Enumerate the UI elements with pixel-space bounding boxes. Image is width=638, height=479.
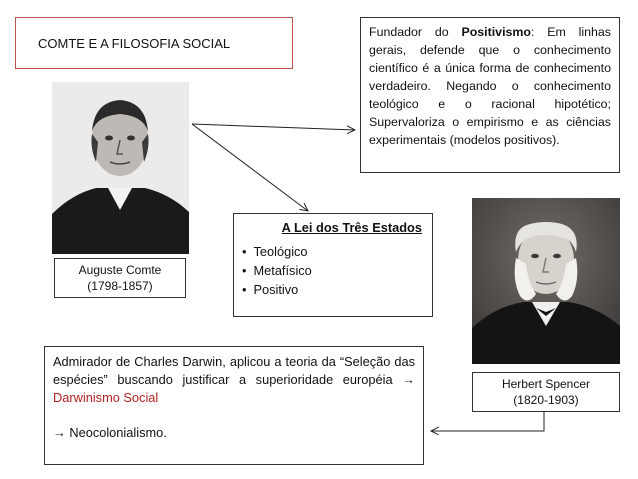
comte-description-rest: : Em linhas gerais, defende que o conhecimento científico é a única forma de conhecimento verdadeiro. Negando o conhecimento teológico e o racional hipotético; Supervaloriza o empirismo e as ciências experimentais (modelos positivos). [369, 25, 611, 147]
spencer-description: Admirador de Charles Darwin, aplicou a teoria da “Seleção das espécies” buscando justificar a superioridade européia → [53, 354, 415, 387]
three-states-title: A Lei dos Três Estados [281, 220, 422, 235]
arrow-to-description [192, 124, 355, 130]
neocolonialismo-line: → Neocolonialismo. [53, 425, 167, 440]
comte-portrait-image [52, 82, 189, 254]
page-title: COMTE E A FILOSOFIA SOCIAL [38, 35, 231, 51]
spencer-portrait-image [472, 198, 620, 364]
comte-description-lead: Fundador do [369, 25, 462, 39]
state-item-metafisico: • Metafísico [242, 261, 424, 280]
arrow-to-spencer-description [431, 412, 544, 431]
positivismo-term: Positivismo [461, 25, 531, 39]
spencer-caption [472, 372, 620, 412]
spencer-description-box [44, 346, 424, 465]
comte-years: (1798-1857) [87, 279, 153, 293]
three-states-list [242, 242, 424, 299]
spencer-description-text [53, 353, 415, 407]
spencer-name: Herbert Spencer [501, 377, 591, 391]
three-states-box [233, 213, 433, 317]
state-item-teologico: • Teológico [242, 242, 424, 261]
arrow-to-three-states [192, 124, 308, 211]
comte-name: Auguste Comte [78, 263, 162, 277]
state-item-positivo: • Positivo [242, 280, 424, 299]
title-box [15, 17, 293, 69]
comte-caption [54, 258, 186, 298]
spencer-years: (1820-1903) [513, 393, 579, 407]
comte-description-box [360, 17, 620, 173]
darwinismo-social-highlight: Darwinismo Social [53, 390, 159, 405]
